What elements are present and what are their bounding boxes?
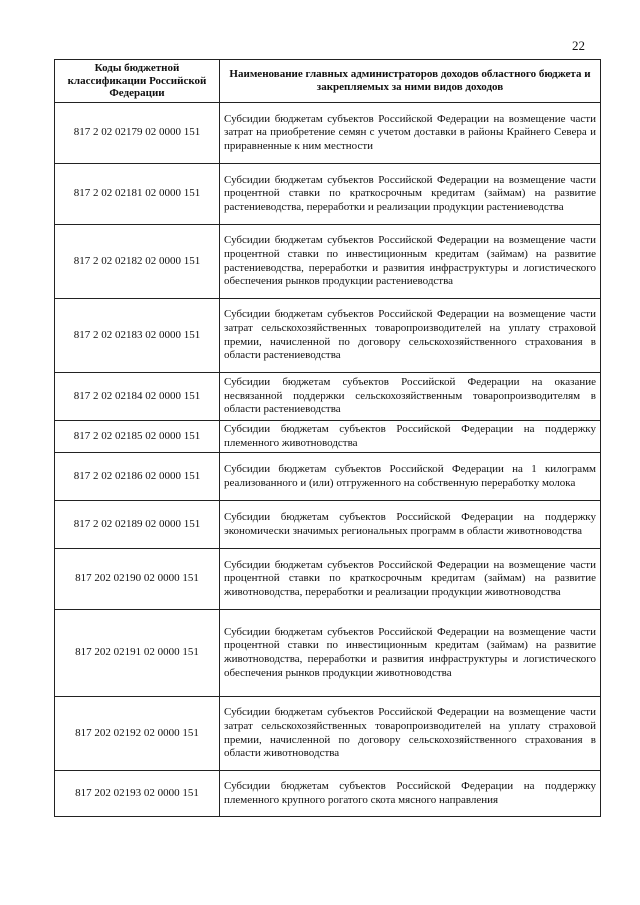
revenue-description-cell: Субсидии бюджетам субъектов Российской Федерации на оказание несвязанной поддержки сельскохозяйственным товаропроизводителям в области растениеводства xyxy=(220,373,601,421)
revenue-description-cell: Субсидии бюджетам субъектов Российской Федерации на возмещение части процентной ставки по краткосрочным кредитам (займам) на развитие растениеводства, переработки и реализации продукции растениеводства xyxy=(220,164,601,225)
table-row xyxy=(55,103,601,164)
page-number: 22 xyxy=(572,38,585,53)
table-row xyxy=(55,501,601,549)
table-row xyxy=(55,453,601,501)
budget-code-cell: 817 2 02 02184 02 0000 151 xyxy=(55,373,220,421)
table-row xyxy=(55,164,601,225)
revenue-description-cell: Субсидии бюджетам субъектов Российской Федерации на поддержку племенного крупного рогатого скота мясного направления xyxy=(220,771,601,817)
budget-code-cell: 817 202 02190 02 0000 151 xyxy=(55,549,220,610)
budget-code-cell: 817 2 02 02182 02 0000 151 xyxy=(55,225,220,299)
revenue-description-cell: Субсидии бюджетам субъектов Российской Федерации на возмещение части затрат сельскохозяйственных товаропроизводителей на уплату страховой премии, начисленной по договору сельскохозяйственного страхования в области животноводства xyxy=(220,697,601,771)
table-row xyxy=(55,299,601,373)
table-row xyxy=(55,771,601,817)
budget-code-cell: 817 2 02 02189 02 0000 151 xyxy=(55,501,220,549)
revenue-description-cell: Субсидии бюджетам субъектов Российской Федерации на возмещение части процентной ставки по инвестиционным кредитам (займам) на развитие растениеводства, переработки и развития инфраструктуры и логистического обеспечения рынков продукции растениеводства xyxy=(220,225,601,299)
budget-code-cell: 817 2 02 02186 02 0000 151 xyxy=(55,453,220,501)
budget-code-cell: 817 202 02192 02 0000 151 xyxy=(55,697,220,771)
table-row xyxy=(55,697,601,771)
budget-code-cell: 817 202 02193 02 0000 151 xyxy=(55,771,220,817)
budget-code-cell: 817 202 02191 02 0000 151 xyxy=(55,610,220,697)
header-name: Наименование главных администраторов доходов областного бюджета и закрепляемых за ними видов доходов xyxy=(220,60,601,103)
revenue-description-cell: Субсидии бюджетам субъектов Российской Федерации на поддержку экономически значимых региональных программ в области животноводства xyxy=(220,501,601,549)
table-row xyxy=(55,610,601,697)
revenue-description-cell: Субсидии бюджетам субъектов Российской Федерации на возмещение части процентной ставки по краткосрочным кредитам (займам) на развитие животноводства, переработки и реализации продукции животноводства xyxy=(220,549,601,610)
revenue-description-cell: Субсидии бюджетам субъектов Российской Федерации на возмещение части затрат на приобретение семян с учетом доставки в районы Крайнего Севера и приравненные к ним местности xyxy=(220,103,601,164)
budget-codes-table xyxy=(54,59,601,817)
budget-code-cell: 817 2 02 02185 02 0000 151 xyxy=(55,421,220,453)
table-row xyxy=(55,421,601,453)
revenue-description-cell: Субсидии бюджетам субъектов Российской Федерации на возмещение части затрат сельскохозяйственных товаропроизводителей на уплату страховой премии, начисленной по договору сельскохозяйственного страхования в области растениеводства xyxy=(220,299,601,373)
revenue-description-cell: Субсидии бюджетам субъектов Российской Федерации на поддержку племенного животноводства xyxy=(220,421,601,453)
header-code: Коды бюджетной классификации Российской Федерации xyxy=(55,60,220,103)
revenue-description-cell: Субсидии бюджетам субъектов Российской Федерации на 1 килограмм реализованного и (или) отгруженного на собственную переработку молока xyxy=(220,453,601,501)
budget-code-cell: 817 2 02 02183 02 0000 151 xyxy=(55,299,220,373)
table-row xyxy=(55,373,601,421)
revenue-description-cell: Субсидии бюджетам субъектов Российской Федерации на возмещение части процентной ставки по инвестиционным кредитам (займам) на развитие животноводства, переработки и развития инфраструктуры и логистического обеспечения рынков продукции животноводства xyxy=(220,610,601,697)
budget-code-cell: 817 2 02 02179 02 0000 151 xyxy=(55,103,220,164)
table-row xyxy=(55,549,601,610)
table-header-row xyxy=(55,60,601,103)
table-row xyxy=(55,225,601,299)
budget-code-cell: 817 2 02 02181 02 0000 151 xyxy=(55,164,220,225)
